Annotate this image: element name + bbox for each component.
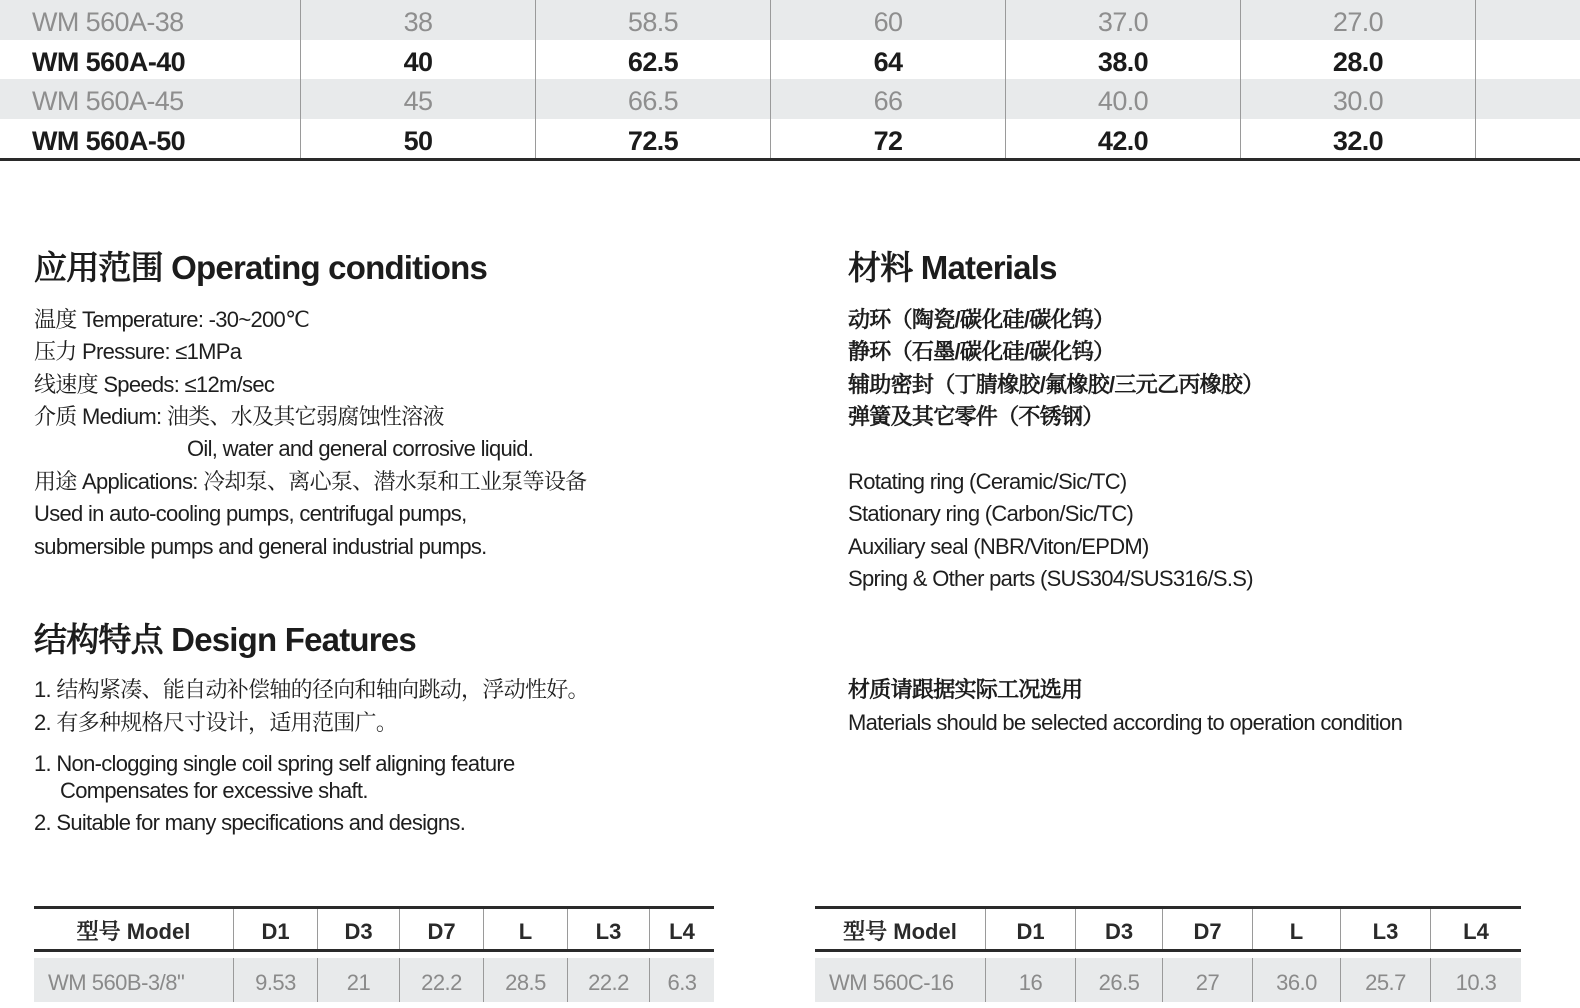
header-l: L — [1253, 909, 1341, 949]
model-cell: WM 560A-40 — [0, 40, 301, 80]
header-model: 型号 Model — [34, 909, 234, 949]
d3-cell: 62.5 — [536, 40, 771, 80]
material-en-line-1: Rotating ring (Ceramic/Sic/TC) — [848, 469, 1127, 494]
model-cell: WM 560A-38 — [0, 0, 301, 40]
header-model: 型号 Model — [815, 909, 986, 949]
l-cell: 36.0 — [1253, 958, 1341, 1002]
d1-cell: 9.53 — [234, 958, 318, 1002]
material-note-cn: 材质请跟据实际工况选用 — [848, 677, 1083, 702]
header-l: L — [484, 909, 568, 949]
speeds-line: 线速度 Speeds: ≤12m/sec — [34, 372, 275, 397]
design-en-line-1b: Compensates for excessive shaft. — [60, 778, 368, 803]
header-d1: D1 — [986, 909, 1076, 949]
material-cn-line-2: 静环（石墨/碳化硅/碳化钨） — [848, 339, 1115, 364]
header-d3: D3 — [1076, 909, 1163, 949]
spec-table-560b — [34, 906, 714, 1002]
d7-cell: 60 — [771, 0, 1006, 40]
table-header — [815, 909, 1521, 949]
header-rule — [815, 949, 1521, 952]
table-row — [815, 958, 1521, 1002]
l4-cell: 10.3 — [1455, 970, 1497, 995]
l-cell: 38.0 — [1006, 40, 1241, 80]
material-cn-line-3: 辅助密封（丁腈橡胶/氟橡胶/三元乙丙橡胶） — [848, 372, 1264, 397]
d7-cell: 72 — [771, 119, 1006, 159]
d7-cell: 27 — [1163, 958, 1253, 1002]
medium-line: 介质 Medium: 油类、水及其它弱腐蚀性溶液 — [34, 404, 444, 429]
d3-cell: 66.5 — [536, 79, 771, 119]
l-cell: 40.0 — [1006, 79, 1241, 119]
l4-cell: 6.3 — [667, 970, 697, 995]
d1-cell: 38 — [301, 0, 536, 40]
header-d7: D7 — [400, 909, 484, 949]
d1-cell: 40 — [301, 40, 536, 80]
d3-cell: 26.5 — [1076, 958, 1163, 1002]
l3-cell: 27.0 — [1241, 0, 1476, 40]
table-row — [0, 119, 1580, 159]
table-row — [0, 79, 1580, 119]
d3-cell: 21 — [318, 958, 400, 1002]
model-cell: WM 560C-16 — [815, 958, 986, 1002]
table-row — [34, 958, 714, 1002]
design-features-heading: 结构特点 Design Features — [34, 621, 416, 658]
medium-en-line: Oil, water and general corrosive liquid. — [187, 436, 534, 461]
header-l4: L4 — [1463, 919, 1489, 944]
header-d3: D3 — [318, 909, 400, 949]
pressure-line: 压力 Pressure: ≤1MPa — [34, 339, 242, 364]
temperature-line: 温度 Temperature: -30~200℃ — [34, 307, 310, 332]
l3-cell: 25.7 — [1341, 958, 1431, 1002]
materials-heading: 材料 Materials — [848, 249, 1057, 286]
header-l3: L3 — [568, 909, 650, 949]
header-d1: D1 — [234, 909, 318, 949]
material-en-line-2: Stationary ring (Carbon/Sic/TC) — [848, 501, 1134, 526]
d7-cell: 66 — [771, 79, 1006, 119]
l3-cell: 30.0 — [1241, 79, 1476, 119]
design-cn-line-2: 2. 有多种规格尺寸设计，适用范围广。 — [34, 710, 398, 735]
l3-cell: 32.0 — [1241, 119, 1476, 159]
d7-cell: 64 — [771, 40, 1006, 80]
model-cell: WM 560B-3/8" — [34, 958, 234, 1002]
l3-cell: 28.0 — [1241, 40, 1476, 80]
l3-cell: 22.2 — [568, 958, 650, 1002]
d1-cell: 45 — [301, 79, 536, 119]
material-en-line-4: Spring & Other parts (SUS304/SUS316/S.S) — [848, 566, 1253, 591]
table-header — [34, 909, 714, 949]
operating-conditions-heading: 应用范围 Operating conditions — [34, 249, 488, 286]
header-l4: L4 — [669, 919, 695, 944]
top-spec-table — [0, 0, 1580, 158]
header-rule — [34, 949, 714, 952]
material-cn-line-4: 弹簧及其它零件（不锈钢） — [848, 404, 1104, 429]
material-cn-line-1: 动环（陶瓷/碳化硅/碳化钨） — [848, 307, 1115, 332]
applications-line: 用途 Applications: 冷却泵、离心泵、潜水泵和工业泵等设备 — [34, 469, 587, 494]
l-cell: 28.5 — [484, 958, 568, 1002]
material-note-en: Materials should be selected according to operation condition — [848, 710, 1403, 735]
l-cell: 37.0 — [1006, 0, 1241, 40]
model-cell: WM 560A-45 — [0, 79, 301, 119]
design-en-line-2: 2. Suitable for many specifications and designs. — [34, 810, 466, 835]
d3-cell: 58.5 — [536, 0, 771, 40]
header-d7: D7 — [1163, 909, 1253, 949]
table-row — [0, 40, 1580, 80]
model-cell: WM 560A-50 — [0, 119, 301, 159]
header-l3: L3 — [1341, 909, 1431, 949]
design-cn-line-1: 1. 结构紧凑、能自动补偿轴的径向和轴向跳动，浮动性好。 — [34, 677, 589, 702]
l-cell: 42.0 — [1006, 119, 1241, 159]
table-row — [0, 0, 1580, 40]
applications-en-line-1: Used in auto-cooling pumps, centrifugal pumps, — [34, 501, 467, 526]
d1-cell: 50 — [301, 119, 536, 159]
spec-table-560c — [815, 906, 1521, 1002]
material-en-line-3: Auxiliary seal (NBR/Viton/EPDM) — [848, 534, 1149, 559]
table-bottom-rule — [0, 158, 1580, 161]
d3-cell: 72.5 — [536, 119, 771, 159]
design-en-line-1: 1. Non-clogging single coil spring self aligning feature — [34, 751, 515, 776]
d1-cell: 16 — [986, 958, 1076, 1002]
d7-cell: 22.2 — [400, 958, 484, 1002]
applications-en-line-2: submersible pumps and general industrial pumps. — [34, 534, 487, 559]
